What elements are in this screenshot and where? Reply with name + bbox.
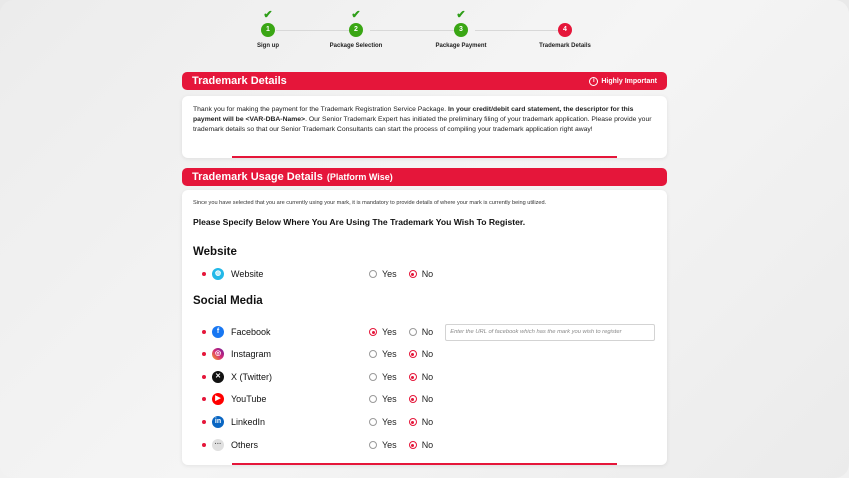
- no-radio[interactable]: [409, 417, 434, 427]
- section-subtitle: (Platform Wise): [326, 172, 393, 182]
- platform-row-others: [202, 436, 657, 454]
- radio-circle[interactable]: [369, 395, 377, 403]
- radio-circle[interactable]: [369, 270, 377, 278]
- radio-circle[interactable]: [369, 350, 377, 358]
- radio-label: Yes: [382, 372, 397, 382]
- step-package-selection: [311, 8, 401, 49]
- platform-name: X (Twitter): [231, 372, 273, 382]
- radio-label: Yes: [382, 269, 397, 279]
- facebook-url-input[interactable]: [445, 324, 655, 341]
- progress-stepper: [220, 8, 620, 54]
- no-radio[interactable]: [409, 327, 434, 337]
- platform-name: Others: [231, 440, 259, 450]
- radio-label: No: [421, 394, 434, 404]
- radio-circle[interactable]: [409, 328, 417, 336]
- bullet: [202, 443, 206, 447]
- platform-name: Instagram: [231, 349, 272, 359]
- highly-important-badge: [589, 77, 657, 86]
- intro-card: [182, 96, 667, 158]
- step-number: 2: [349, 23, 363, 37]
- x-twitter-icon: ✕: [212, 371, 224, 383]
- usage-card: [182, 190, 667, 465]
- usage-details-banner: [182, 168, 667, 186]
- radio-circle[interactable]: [369, 328, 377, 336]
- step-label: Package Selection: [329, 43, 383, 49]
- radio-label: Yes: [382, 417, 397, 427]
- yes-radio[interactable]: [369, 440, 397, 450]
- radio-label: No: [421, 372, 434, 382]
- radio-circle[interactable]: [369, 441, 377, 449]
- yes-radio[interactable]: [369, 417, 397, 427]
- globe-icon: ◍: [212, 268, 224, 280]
- bullet: [202, 352, 206, 356]
- trademark-details-banner: [182, 72, 667, 90]
- platform-name: YouTube: [231, 394, 267, 404]
- no-radio[interactable]: [409, 394, 434, 404]
- radio-circle[interactable]: [409, 395, 417, 403]
- radio-label: No: [421, 417, 434, 427]
- radio-circle[interactable]: [409, 270, 417, 278]
- no-radio[interactable]: [409, 440, 434, 450]
- instagram-icon: ◎: [212, 348, 224, 360]
- step-label: Sign up: [257, 43, 279, 49]
- radio-label: Yes: [382, 394, 397, 404]
- usage-note: Since you have selected that you are currently using your mark, it is mandatory to provide details of where your mark is currently being utilized.: [193, 200, 547, 206]
- intro-text-part2: . Our Senior Trademark Expert has initiated the preliminary filing of your trademark application. Please provide your trademark details so that our Senior Trademark Consultants can start the process of compiling your trademark application right away!: [193, 116, 652, 133]
- divider: [232, 156, 617, 158]
- usage-question: Please Specify Below Where You Are Using The Trademark You Wish To Register.: [193, 217, 526, 227]
- info-icon: i: [589, 77, 598, 86]
- step-sign-up: [223, 8, 313, 49]
- step-number: 3: [454, 23, 468, 37]
- intro-text-bold: In your credit/debit card statement, the descriptor for this payment will be <VAR-DBA-Name>: [193, 106, 634, 123]
- badge-label: Highly Important: [601, 77, 657, 85]
- check-icon: ✔: [456, 9, 466, 21]
- check-icon: ✔: [263, 9, 273, 21]
- radio-label: Yes: [382, 440, 397, 450]
- divider: [232, 463, 617, 465]
- radio-circle[interactable]: [409, 418, 417, 426]
- website-heading: Website: [193, 246, 237, 258]
- radio-label: No: [421, 440, 434, 450]
- bullet: [202, 375, 206, 379]
- platform-row-linkedin: [202, 413, 657, 431]
- yes-radio[interactable]: [369, 269, 397, 279]
- no-radio[interactable]: [409, 372, 434, 382]
- radio-label: No: [421, 349, 434, 359]
- platform-row-youtube: [202, 390, 657, 408]
- bullet: [202, 420, 206, 424]
- more-icon: ···: [212, 439, 224, 451]
- radio-circle[interactable]: [409, 350, 417, 358]
- section-title: Trademark Details: [192, 75, 287, 87]
- platform-name: Website: [231, 269, 264, 279]
- platform-name: LinkedIn: [231, 417, 266, 427]
- yes-radio[interactable]: [369, 349, 397, 359]
- step-label: Package Payment: [435, 43, 487, 49]
- radio-circle[interactable]: [369, 418, 377, 426]
- platform-row-instagram: [202, 345, 657, 363]
- radio-circle[interactable]: [409, 441, 417, 449]
- youtube-icon: ▶: [212, 393, 224, 405]
- section-title: Trademark Usage Details: [192, 171, 323, 183]
- step-number: 1: [261, 23, 275, 37]
- no-radio[interactable]: [409, 349, 434, 359]
- intro-text: [193, 105, 656, 135]
- bullet: [202, 330, 206, 334]
- bullet: [202, 272, 206, 276]
- social-media-heading: Social Media: [193, 295, 263, 307]
- radio-label: Yes: [382, 349, 397, 359]
- linkedin-icon: in: [212, 416, 224, 428]
- step-label: Trademark Details: [539, 43, 591, 49]
- radio-label: No: [421, 327, 434, 337]
- yes-radio[interactable]: [369, 327, 397, 337]
- platform-row-x-twitter: [202, 368, 657, 386]
- yes-radio[interactable]: [369, 394, 397, 404]
- no-radio[interactable]: [409, 269, 434, 279]
- radio-label: No: [421, 269, 434, 279]
- radio-circle[interactable]: [409, 373, 417, 381]
- check-icon: ✔: [351, 9, 361, 21]
- radio-circle[interactable]: [369, 373, 377, 381]
- platform-row-facebook: [202, 323, 657, 341]
- facebook-icon: f: [212, 326, 224, 338]
- yes-radio[interactable]: [369, 372, 397, 382]
- step-number: 4: [558, 23, 572, 37]
- website-row: [202, 265, 657, 283]
- step-trademark-details: [520, 8, 610, 49]
- step-package-payment: [416, 8, 506, 49]
- bullet: [202, 397, 206, 401]
- radio-label: Yes: [382, 327, 397, 337]
- intro-text-part1: Thank you for making the payment for the Trademark Registration Service Package.: [193, 106, 449, 113]
- platform-name: Facebook: [231, 327, 271, 337]
